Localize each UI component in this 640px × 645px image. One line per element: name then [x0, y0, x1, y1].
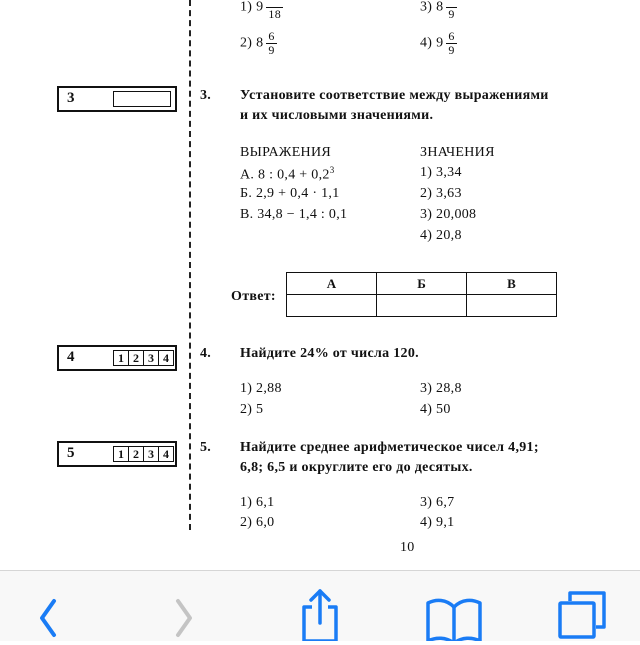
value-2: 2) 3,63 — [420, 186, 462, 201]
answer-table — [286, 272, 557, 317]
value-1: 1) 3,34 — [420, 165, 462, 180]
q5-answer-field: 5 1 2 3 4 — [57, 441, 177, 467]
back-icon — [16, 571, 76, 641]
q5-option-4: 4) 9,1 — [420, 515, 455, 530]
q4-number: 4. — [200, 346, 212, 361]
forward-button[interactable] — [156, 571, 216, 641]
answer-label: Ответ: — [231, 289, 276, 304]
q4-option-1: 1) 2,88 — [240, 381, 282, 396]
q5-number: 5. — [200, 440, 212, 455]
expression-a: А. 8 : $0,4 + 0,2^3$ — [240, 165, 335, 183]
share-button[interactable] — [290, 571, 350, 641]
page-number: 10 — [400, 540, 415, 555]
answer-cell-b[interactable] — [377, 295, 467, 317]
bookmarks-icon — [422, 571, 486, 641]
q5-option-box-2[interactable]: 2 — [128, 446, 144, 462]
q3-number: 3. — [200, 88, 212, 103]
q2-option-3: 3) 8 9 — [420, 0, 457, 21]
q4-answer-field: 4 1 2 3 4 — [57, 345, 177, 371]
q2-option-2: 2) 8 $\frac{6}{9}$ — [240, 29, 275, 57]
value-4: 4) 20,8 — [420, 228, 462, 243]
q5-option-box-3[interactable]: 3 — [143, 446, 159, 462]
q5-option-box-1[interactable]: 1 — [113, 446, 129, 462]
q5-option-3: 3) 6,7 — [420, 495, 455, 510]
q3-answer-box[interactable] — [113, 91, 171, 107]
q3-text-line2: и их числовыми значениями. — [240, 108, 434, 123]
answer-cell-v[interactable] — [467, 295, 557, 317]
q4-option-4: 4) 50 — [420, 402, 451, 417]
answer-col-a: А — [287, 273, 377, 295]
q4-option-box-1[interactable]: 1 — [113, 350, 129, 366]
values-header: ЗНАЧЕНИЯ — [420, 145, 495, 160]
q3-text-line1: Установите соответствие между выражениями — [240, 88, 549, 103]
bookmarks-button[interactable] — [422, 571, 486, 641]
forward-icon — [156, 571, 216, 641]
tabs-icon — [552, 571, 612, 641]
q5-text-line1: Найдите среднее арифметическое чисел 4,91; — [240, 440, 539, 455]
answer-col-b: Б — [377, 273, 467, 295]
q5-option-2: 2) 6,0 — [240, 515, 275, 530]
browser-toolbar — [0, 570, 640, 641]
q2-option-1: 1) 9 18 — [240, 0, 283, 21]
answer-col-v: В — [467, 273, 557, 295]
q4-option-2: 2) 5 — [240, 402, 264, 417]
q4-option-box-2[interactable]: 2 — [128, 350, 144, 366]
share-icon — [290, 571, 350, 641]
q2-option-4: 4) 9 $\frac{6}{9}$ — [420, 29, 455, 57]
tabs-button[interactable] — [552, 571, 612, 641]
q4-option-3: 3) 28,8 — [420, 381, 462, 396]
expressions-header: ВЫРАЖЕНИЯ — [240, 145, 332, 160]
answer-cell-a[interactable] — [287, 295, 377, 317]
q4-text: Найдите 24% от числа 120. — [240, 346, 419, 361]
back-button[interactable] — [16, 571, 76, 641]
expression-b: Б. 2,9 + 0,4 · 1,1 — [240, 186, 340, 201]
expression-v: В. 34,8 − 1,4 : 0,1 — [240, 207, 348, 222]
q5-option-1: 1) 6,1 — [240, 495, 275, 510]
cut-line — [189, 0, 191, 530]
q4-option-box-4[interactable]: 4 — [158, 350, 174, 366]
q3-answer-field: 3 — [57, 86, 177, 112]
q5-text-line2: 6,8; 6,5 и округлите его до десятых. — [240, 460, 473, 475]
q4-option-box-3[interactable]: 3 — [143, 350, 159, 366]
q5-option-box-4[interactable]: 4 — [158, 446, 174, 462]
value-3: 3) 20,008 — [420, 207, 477, 222]
